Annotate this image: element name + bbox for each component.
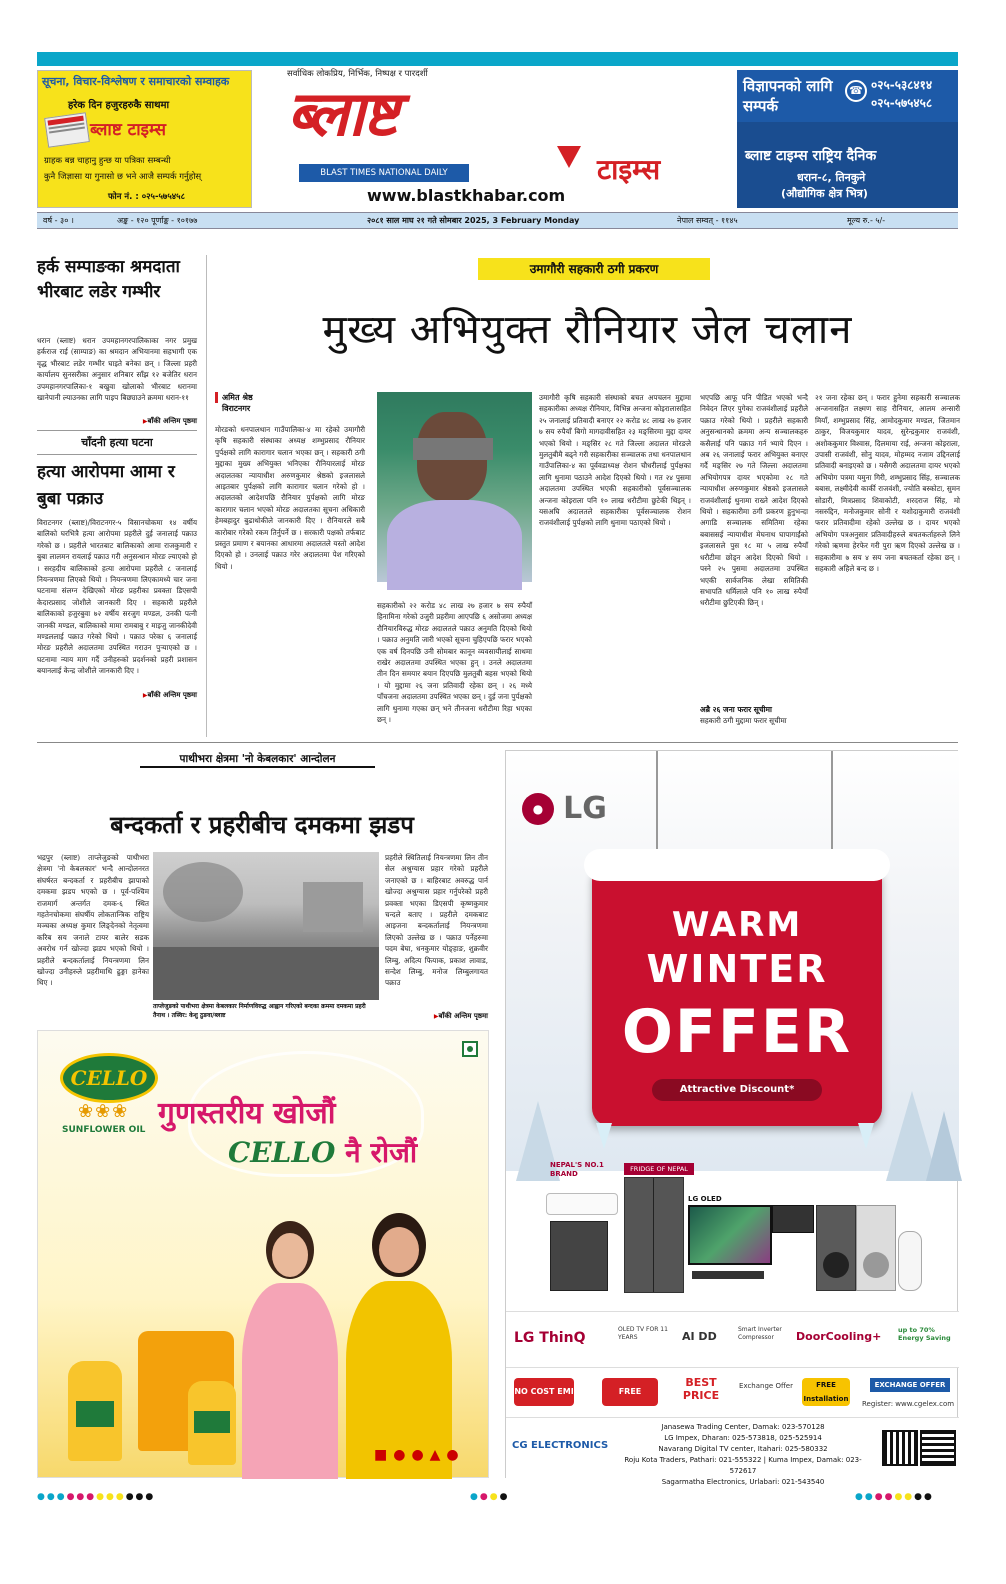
lead-column-1 <box>215 392 365 737</box>
print-registration-dots-left: ●●●●●●●●●●●● <box>37 1492 156 1502</box>
cello-slogan-2 <box>228 1133 417 1171</box>
lead-col4-text: भएपछि आफू पनि पीडित भएको भन्दै निवेदन लिएर पुगेका राजवंशीलाई प्रहरीले पक्राउ गरेको थियो । प्रहरीले सहकारी अनुसन्धानको क्रममा अन्य सञ्चालकहरु कसैलाई पनि पक्राउ गर्न भ्याये दिएन । अब २६ जनालाई फरार अभियुक्त बनाएर गर्दै मङ्सिर २७ गते जिल्ला अदालतमा अभियोगपत्र दायर भएकोमा २८ गते न्यायाधीश अरुणकुमार श्रेष्ठको इजलासले राजवंशीलाई थुनामा राख्ने आदेश दिएको थियो । सहकारीमा ठगी प्रकरण हुनुभन्दा अगाडि सञ्चालक समितिमा रहेका बबाससई न्यायाधीश मेघनाथ घापागाईंको इजलासले पुस १८ मा ५ लाख रुपैयाँ धरौटीमा छोड्न आदेश दिएको थियो । पस्ने २५ पुसमा अदालतमा उपस्थित भएकी सार्वजनिक लेखा समितिकी सभापति धर्मिलाले पनि १० लाख रुपैयाँ धरौटीमा छुटिएकी छिन् । <box>700 393 808 608</box>
hanging-rope-left <box>656 751 658 861</box>
lead-column-4 <box>700 392 808 737</box>
lead-photo <box>377 392 532 582</box>
lg-warm: WARM <box>671 905 803 945</box>
story2-continued[interactable]: ▶ बाँकी अन्तिम पृष्ठमा <box>37 691 197 700</box>
lg-dealer-bar <box>506 1417 959 1486</box>
right-phone-2: ०२५-५७५४५८ <box>871 96 933 110</box>
info-bar <box>37 212 958 229</box>
fridge-label: FRIDGE OF NEPAL <box>624 1163 694 1175</box>
logo-subtitle: टाइम्स <box>597 153 661 186</box>
second-story-kicker: पाथीभरा क्षेत्रमा 'नो केबलकार' आन्दोलन <box>140 750 375 768</box>
lg-features-bar <box>506 1311 959 1368</box>
washer-2 <box>856 1205 896 1291</box>
second-col-1 <box>37 852 149 1022</box>
story1-headline[interactable]: हर्क सम्पाङका श्रमदाता भीरबाट लडेर गम्भीर <box>37 257 180 302</box>
right-promo-address1: धरान-८, तिनकुने <box>797 171 866 184</box>
left-column-divider <box>206 255 207 737</box>
second-col2-text <box>153 1022 263 1023</box>
masthead-top-strip <box>37 52 958 66</box>
ad-contact-label: विज्ञापनको लागि सम्पर्क <box>743 77 833 115</box>
offer-best-price: BEST PRICE <box>682 1376 720 1402</box>
photo-road <box>153 947 379 1000</box>
byline-name: अमित श्रेष्ठ <box>215 392 365 403</box>
website-link[interactable]: www.blastkhabar.com <box>367 186 566 205</box>
register-text[interactable]: Register: www.cgelex.com <box>862 1400 955 1408</box>
second-col4-text: प्रहरीले स्थितिलाई नियन्त्रणमा लिन तीन सेल अश्रुग्यास प्रहार गरेको प्रहरीले जनाएको छ । बाहिरबाट अवरुद्ध पार्न खोज्दा अश्रुग्यास प्रहार गर्नुपरेको प्रहरी प्रवक्ता भएका डिएसपी कृष्णकुमार चन्दले बताए । प्रहरीले दमकबाट आइजना बन्दकर्तालाई नियन्त्रणमा लिएको उल्लेख छ । पक्राउ पर्नेहरुमा पदम बेघा, धनकुमार योङ्हाङ, शुक्रवीर लिम्बु, अदित्य फियाक, प्रकाश लावाड, सन्देश लिम्बु, मनोज लिम्बुलगायत पक्राउ <box>385 853 488 988</box>
story1-body: धरान (ब्लाष्ट) धरान उपमहानगरपालिकाका नगर प्रमुख हर्कराज राई (साम्पाङ) का श्रमदान अभियानमा सहभागी एक वृद्ध भीरबाट लडेर गम्भीर घाइते बनेका छन् । जिल्ला प्रहरी कार्यालय सुनसरीका अनुसार शनिबार साँझ १२ बजेतिर धरान उपमहानगरपालिका-१ बखुवा खोलाको भीरबाट धरानमा खानेपानी ल्याउनका लागि पाइप बिछ्याउने क्रममा धरान-११ <box>37 336 197 403</box>
lg-logo-mark: ● <box>522 793 554 825</box>
dealer-4: Roju Kota Traders, Pathari: 021-555322 | Kuma Impex, Damak: 023-572617 <box>624 1456 862 1475</box>
hanging-rope-right <box>831 751 833 861</box>
lead-col2-text: सहकारीको २२ करोड ४८ लाख २७ हजार ७ सय रुपैयाँ हिनामिना गरेको उजुरी प्रहरीमा आएपछि ६ असोजमा अध्यक्ष रौनियारविरुद्ध मोरङ अदालतले पक्राउ अनुमति दिएको थियो । पक्राउ अनुमति जारी भएको सूचना चुहिएपछि फरार भएको एक वर्ष दिनपछि उनी सोमबार कानून व्यवसायीलाई साथमा राखेर अदालतमा उपस्थित भएका हुन् । उनले अदालतमा तीन दिन समयार बयान दिएपछि मुलतुबी बहस भएको थियो । यो मुद्दामा २६ जना प्रतिवादी रहेका छन् । २६ मध्ये पाँचजना अदालतमा उपस्थित भएका छन् । दुई जना पुर्पक्षको लागि थुनामा गएका छन् भने तीनजना धरौटीमा रिहा भएका छन् । <box>377 601 532 725</box>
lead-column-5 <box>815 392 960 737</box>
soundbar <box>692 1271 764 1279</box>
section-divider <box>37 742 958 743</box>
issue-info: अङ्क - १२० पूर्णाङ्क - १०१७७ <box>117 216 198 225</box>
logo-pen-icon <box>557 146 581 168</box>
lead-col1-text: मोरङको धनपालथान गाउँपालिका-४ मा रहेको उमागौरी कृषि सहकारी संस्थाका अध्यक्ष शम्भुप्रसाद रौनियार पुर्पक्षको लागि कारागार चलान भएका छन् । सहकारी ठगी मुद्दाका मुख्य अभियुक्त भनिएका रौनियारलाई मोरङ अदालतका न्यायाधीश अरुणकुमार श्रेष्ठको इजलासले आइतबार पुर्पक्षको लागि कारागार चलान गरेको हो । अदालतको आदेशपछि रौनियार पुर्पक्षको लागि मोरङ कारागार चलान भएको मोरङ अदालतका सूचना अधिकारी हेमबहादुर बुढाथोकीले जानकारी दिए । रौनियारले सबै कारोबार गरेको रकम तिर्नुपर्ने छ । सरकारी पक्षको तर्फबाट प्रस्तुत प्रमाण र बयानका आधारमा अदालतले यस्तो आदेश दिएको हो । उनलाई पक्राउ गरेर अदालतमा पेश गरिएको थियो । <box>215 425 365 571</box>
left-promo-phone: फोन नं. : ०२५-५७५४५८ <box>108 192 186 202</box>
microwave <box>772 1205 814 1233</box>
right-promo-name: ब्लाष्ट टाइम्स राष्ट्रिय दैनिक <box>745 148 877 164</box>
print-registration-dots-center: ●●●● <box>470 1492 510 1502</box>
oled-tv <box>688 1205 772 1265</box>
feature-oled: OLED TV FOR 11 YEARS <box>618 1326 668 1341</box>
photo-trees <box>163 862 243 922</box>
cg-logo: CG ELECTRONICS <box>512 1440 609 1451</box>
english-badge: BLAST TIMES NATIONAL DAILY <box>299 164 469 182</box>
cello-slogan-brand: CELLO <box>228 1136 336 1169</box>
story2-body: विराटनगर (ब्लाष्ट)/विराटनगर-५ विसानचोकमा १४ वर्षीय बालिको घरभित्रै हत्या आरोपमा प्रहरीले दुई जनालाई पक्राउ गरेको छ । प्रहरीले भारतबाट बालिकाको आमा राजकुमारी र बुबा लालमन रायलाई पक्राउ गरी अनुसन्धान मोरङ ल्याएको हो । सरहदीय बालिकाको हत्या आरोपमा प्रहरीले ८ जनालाई नियन्त्रणमा लिएको थियो । नियन्त्रणमा लिएकामध्ये चार जना घटनामा संलग्न देखिएको मोरङ प्रहरीका प्रवक्ता डिएसपी केदारप्रसाद जोशीले जानकारी दिए । सहकारी प्रहरीले बालिकाको हजुरबुवा ७२ वर्षीय सरजुग मण्डल, उनकी पत्नी जानकी मण्डल, बालिकाको मामा रामबाबु र माइजु जानकीदेवी मण्डललाई पक्राउ गरेको थियो । पक्राउ परेका ६ जनालाई मोरङ प्रहरीले अदालतमा उपस्थित गराउन पुर्‍याएको छ । घटनामा न्याय माग गर्दै उनीहरुको प्रदर्शनको प्रहरी प्रशासन बयानलाई केन्द्र जोशीले जानकारी दिए । <box>37 518 197 676</box>
sign-snow-cap <box>584 849 890 881</box>
second-col1-text: भद्रपुर (ब्लाष्ट) ताप्लेजुङको पाथीभरा क्षेत्रमा 'नो केबलकार' भन्दै आन्दोलनरत संघर्षरत बन्दकर्ता र प्रहरीबीच झापाको दमकमा झडप भएको छ । पूर्व-पश्चिम राजमार्ग अन्तर्गत दमक-६ स्थित गहतेनचोकमा संघर्षीय लोकतान्त्रिक राष्ट्रिय मञ्चका अध्यक्ष कुमार लिङ्देनको नेतृत्वमा करिब सय जनाले टायर बालेर सडक अवरोध गर्न खोज्दा झडप भएको थियो । प्रहरीले बन्दकर्तालाई नियन्त्रणमा लिन खोज्दा उनीहरुले प्रहरीमाथि ढुङ्गा हानेका थिए । <box>37 853 149 988</box>
cello-slogan-rest: नै रोजौं <box>345 1136 418 1169</box>
date-info: २०८१ साल माघ २१ गते सोमबार 2025, 3 February Monday <box>367 216 580 225</box>
dealer-5: Sagarmatha Electronics, Urlabari: 021-543540 <box>661 1478 825 1486</box>
cello-ad[interactable] <box>37 1030 489 1478</box>
oil-bottle-small <box>188 1381 236 1465</box>
offer-sign <box>592 861 882 1126</box>
oled-label: LG OLED <box>688 1195 722 1203</box>
sunflower-icons: ❀❀❀ <box>78 1101 130 1122</box>
masthead-tagline: सर्वाधिक लोकप्रिय, निर्भिक, निष्पक्ष र पारदर्शी <box>287 69 428 79</box>
masthead-logo: ब्लाष्ट <box>287 77 397 150</box>
cello-product: SUNFLOWER OIL <box>62 1125 146 1135</box>
ac-unit <box>546 1193 618 1215</box>
lead-kicker: उमागौरी सहकारी ठगी प्रकरण <box>478 258 710 280</box>
lg-offer: OFFER <box>621 997 853 1067</box>
right-phone-1: ०२५-५३८४१४ <box>871 78 933 92</box>
offer-emi: NO COST EMI <box>514 1378 574 1406</box>
photo-building <box>303 882 363 932</box>
offer-delivery: FREE <box>602 1378 658 1406</box>
person-shirt <box>387 500 522 590</box>
feature-doorcooling: DoorCooling+ <box>796 1330 882 1343</box>
phone-icon: ☎ <box>845 80 867 102</box>
offer-installation: FREE Installation <box>802 1378 850 1406</box>
lead-col4-subhead: अब्रै २६ जना फरार सूचीमा <box>700 705 772 714</box>
lg-logo <box>522 791 607 826</box>
dishwasher <box>550 1221 608 1291</box>
lg-logo-text: LG <box>563 791 607 826</box>
model-1 <box>234 1221 344 1479</box>
qr-code-1[interactable] <box>882 1430 918 1466</box>
second-col3-text <box>268 1022 378 1023</box>
feature-inverter: Smart Inverter Compressor <box>738 1326 782 1341</box>
left-promo-box <box>37 70 252 208</box>
left-promo-line2: हरेक दिन हजुरहरुकै साथमा <box>68 100 170 111</box>
street-photo <box>153 852 379 1000</box>
certification-icons: ■●●▲● <box>374 1447 465 1463</box>
dealer-list <box>618 1422 868 1488</box>
second-col-4 <box>385 852 488 1022</box>
air-purifier <box>898 1231 922 1291</box>
left-promo-line3: ग्राहक बन्न चाहानु हुन्छ या पत्रिका सम्बन्धी <box>44 156 171 166</box>
fridge <box>624 1177 684 1293</box>
oil-bottle-large <box>68 1361 122 1461</box>
left-promo-brand: ब्लाष्ट टाइम्स <box>90 120 167 140</box>
dealer-3: Navarang Digital TV center, Itahari: 025-580332 <box>658 1445 828 1453</box>
masthead <box>37 52 958 210</box>
cello-logo <box>60 1053 158 1103</box>
right-promo-address2: (औद्योगिक क्षेत्र भित्र) <box>781 187 868 200</box>
feature-aidd: AI DD <box>682 1330 717 1343</box>
left-promo-line1: सूचना, विचार-विश्लेषण र समाचारको सम्वाहक <box>42 75 230 88</box>
left-promo-line4: कुनै जिज्ञासा या गुनासो छ भने आजै सम्पर्क गर्नुहोस् <box>44 172 202 182</box>
lead-column-3 <box>539 392 691 737</box>
story1-continued[interactable]: ▶ बाँकी अन्तिम पृष्ठमा <box>37 417 197 426</box>
lead-headline[interactable]: मुख्य अभियुक्त रौनियार जेल चलान <box>322 307 853 353</box>
lead-col5-text: २१ जना रहेका छन् । फरार हुनेमा सहकारी सञ्चालक अन्जनासहित लक्ष्मण साह रौनियार, आलम अन्सारी मियाँ, शम्भुप्रसाद सिंह, आमोदकुमार मण्डल, जितमान ठाकुर, विजयकुमार यादव, सुरेन्द्रकुमार राजवंशी, अशोककुमार विश्वास, दिलमाया राई, अन्जना कोइराला, उपासी राजवंशी, सोनु यादव, मोहम्मद नजाम उद्दिनलाई प्रतिवादी बनाइएको छ । यसैगरी अदालतमा दायर भएको अभियोग पत्रमा यमुना गिरी, शम्भुप्रसाद सिंह, सञ्चालक बबास, लक्ष्मीदेवी कार्की राजवंशी, ज्योति बस्कोटा, सुमन सोडारी, मित्रप्रसाद शिवाकोटी, शरदराज सिंह, मो नसरुद्दिन, मनोजकुमार सोनी र यशोदाकुमारी राजवंशी फरार प्रतिवादीमा रहेको उल्लेख छ । दायर भएको अभियोग पत्रअनुसार प्रतिवादीहरुले बचतकर्ताहरुले लिने गरेको ऋणमा हेरफेर गरी पुरा ऋण दिएको उल्लेख छ । सहकारीमा ७ सय ४ सय जना बचतकर्ता रहेका छन् । सहकारी अहिले बन्द छ । <box>815 393 960 574</box>
cello-logo-text: CELLO <box>70 1066 148 1090</box>
story2-headline[interactable]: हत्या आरोपमा आमा र बुबा पक्राउ <box>37 462 175 509</box>
second-continued[interactable]: ▶ बाँकी अन्तिम पृष्ठमा <box>385 1012 488 1021</box>
cello-slogan-1: गुणस्तरीय खोजौं <box>158 1096 336 1131</box>
appliance-row <box>506 1161 959 1301</box>
year-info: वर्ष - ३० । <box>43 216 74 225</box>
right-promo-box <box>737 70 958 208</box>
veg-symbol-icon <box>462 1041 478 1057</box>
lg-ad[interactable] <box>505 750 958 1486</box>
face-blur-bar <box>413 438 493 460</box>
feature-thinq: LG ThinQ <box>514 1330 586 1346</box>
newspaper-icon <box>44 112 90 148</box>
offer-exchange: EXCHANGE OFFER <box>870 1378 950 1392</box>
left-column <box>37 255 197 735</box>
second-story-headline[interactable]: बन्दकर्ता र प्रहरीबीच दमकमा झडप <box>110 811 414 839</box>
story2-kicker: चाँदनी हत्या घटना <box>81 436 153 449</box>
lead-col3-text: उमागौरी कृषि सहकारी संस्थाको बचत अपचलन मुद्दामा सहकारीका अध्यक्ष रौनियार, विभिन्न अन्जना कोइरालासहित २५ जनालाई प्रतिवादी बनाएर २२ करोड ४८ लाख २७ हजार ७ सय रुपैयाँ बिगो मागदावीसहित २३ मङ्सिरमा मुद्दा दायर भएको थियो । मङ्सिर २८ गते जिल्ला अदालत मोरङले मुलतुबीमै बढ्ने गरी सहकारीका सञ्चालक तथा धनपालथान गाउँपालिका-४ का पूर्ववडाध्यक्ष रोशन चौधरीलाई पुर्पक्षका लागि थुनामा पठाउने आदेश दिएको थियो । गत २४ पुसमा अदालतमा उपस्थित भएकी सहकारीको पूर्वसञ्चालक अन्जना कोइराला पनि १० लाख धरौटीमा छुटेकी थिइन् । यसअघि अदालतले सहकारीका पूर्वसञ्चालक रोशन राजवंशीलाई पुर्पक्षको लागि थुनामा पठाएको थियो । <box>539 393 691 528</box>
lg-offers-row <box>506 1367 959 1418</box>
no1-badge: NEPAL'S NO.1 BRAND <box>550 1161 604 1178</box>
model-2 <box>338 1213 458 1479</box>
price-info: मूल्य रु.- ५/- <box>847 216 886 225</box>
offer-exchange-icon: Exchange Offer <box>739 1382 793 1390</box>
qr-code-2[interactable] <box>920 1430 956 1466</box>
dealer-1: Janasewa Trading Center, Damak: 023-570128 <box>661 1423 825 1431</box>
lead-column-2 <box>377 600 532 737</box>
dealer-2: LG Impex, Dharan: 025-573818, 025-525914 <box>664 1434 822 1442</box>
washer-1 <box>816 1205 856 1291</box>
byline-place: विराटनगर <box>222 404 251 413</box>
lg-winter: WINTER <box>646 947 828 991</box>
feature-energy: up to 70% Energy Saving <box>898 1326 951 1342</box>
print-registration-dots-right: ●●●●●●●● <box>855 1492 934 1502</box>
discount-pill: Attractive Discount* <box>652 1079 822 1101</box>
lead-col4-tail: सहकारी ठगी मुद्दामा फरार सूचीमा <box>700 716 787 725</box>
photo-caption: ताप्लेजुङको पाथीभरा क्षेत्रमा केबलकार निर्माणविरुद्ध आह्वान गरिएको बन्दका क्रममा दमकमा प्रहरी तैनाथ । तस्विर: केशु ठुङवा/ब्लाष्ट <box>153 1003 366 1019</box>
nepal-sambat: नेपाल सम्वत् - ११४५ <box>677 216 738 225</box>
